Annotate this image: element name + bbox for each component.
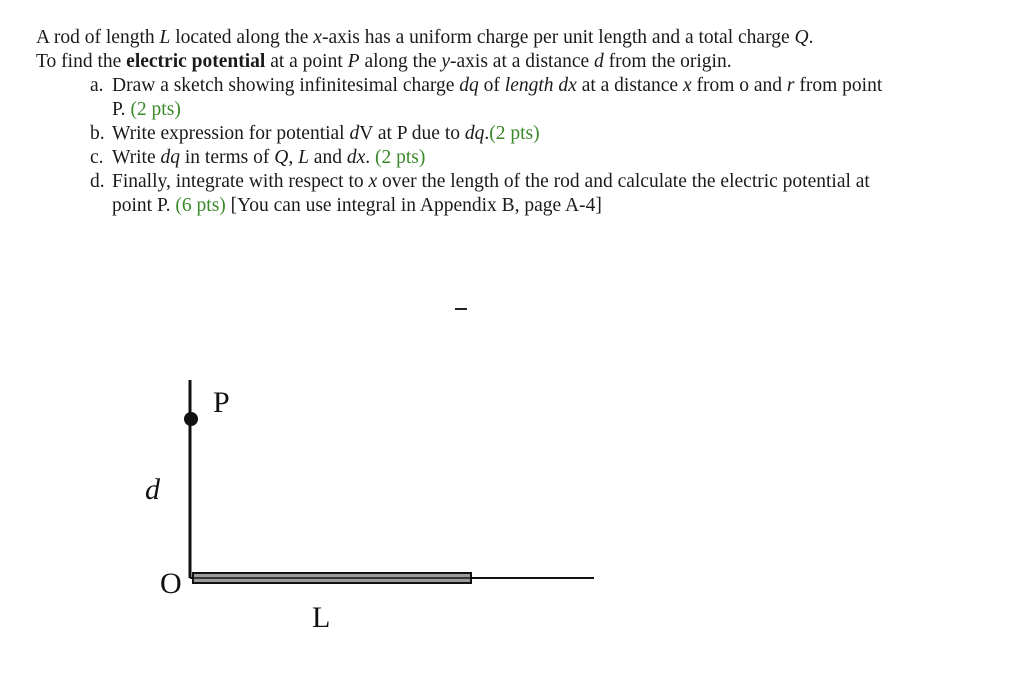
part-d-text-d: [You can use integral in Appendix B, page A-4]: [225, 195, 602, 216]
var-dV-d: d: [349, 123, 360, 144]
intro1-text-b: located along the: [170, 27, 314, 48]
part-b-text-b: at P due to: [372, 123, 465, 144]
var-dq: dq: [464, 123, 485, 144]
label-L: L: [312, 601, 331, 634]
intro1-text-c: -axis has a uniform charge per unit length and a total charge: [321, 27, 795, 48]
part-d-text-a: Finally, integrate with respect to: [112, 171, 369, 192]
part-a-text-e: from point: [794, 75, 883, 96]
var-P: P: [347, 51, 360, 72]
part-b-text-c: .: [484, 123, 490, 144]
intro2-text-e: from the origin.: [603, 51, 732, 72]
part-c-text-b: in terms of: [179, 147, 275, 168]
label-O: O: [160, 567, 182, 600]
intro2-text-a: To find the: [36, 51, 127, 72]
part-a-text-d: from o and: [691, 75, 787, 96]
label-P: P: [213, 386, 230, 419]
part-c-points: (2 pts): [374, 147, 426, 168]
intro2-text-b: at a point: [265, 51, 348, 72]
part-d-text-c: point P.: [112, 195, 176, 216]
var-length-dx: length dx: [504, 75, 577, 96]
var-x: x: [368, 171, 378, 192]
var-d: d: [594, 51, 604, 72]
var-dq: dq: [160, 147, 180, 168]
var-x: x: [682, 75, 692, 96]
intro2-text-c: along the: [359, 51, 442, 72]
var-dV-V: V: [359, 123, 373, 144]
part-b-points: (2 pts): [489, 123, 540, 144]
var-dx: dx: [346, 147, 366, 168]
part-a-text-a: Draw a sketch showing infinitesimal charge: [112, 75, 460, 96]
var-L: L: [298, 147, 309, 168]
var-r: r: [786, 75, 795, 96]
part-d-text-b: over the length of the rod and calculate the electric potential at: [377, 171, 870, 192]
part-a-text-c: at a distance: [576, 75, 683, 96]
var-y: y: [441, 51, 451, 72]
part-c-text-d: and: [308, 147, 347, 168]
part-a-text-f: P.: [112, 99, 131, 120]
var-L: L: [159, 27, 171, 48]
bold-electric-potential: electric potential: [126, 51, 266, 72]
part-c-text-a: Write: [112, 147, 161, 168]
label-d: d: [145, 473, 160, 506]
intro1-text-d: .: [808, 27, 814, 48]
part-d-label: d.: [90, 171, 105, 192]
part-a-label: a.: [90, 75, 104, 96]
part-c-label: c.: [90, 147, 104, 168]
var-Q: Q: [274, 147, 289, 168]
intro2-text-d: -axis at a distance: [450, 51, 595, 72]
var-x: x: [313, 27, 322, 48]
part-b-text-a: Write expression for potential: [112, 123, 350, 144]
point-P-dot: [184, 412, 198, 426]
intro1-text-a: A rod of length: [36, 27, 160, 48]
var-Q: Q: [794, 27, 809, 48]
part-d-points: (6 pts): [175, 195, 226, 216]
part-b-label: b.: [90, 123, 105, 144]
part-a-text-b: of: [478, 75, 505, 96]
part-c-text-e: .: [365, 147, 375, 168]
part-a-points: (2 pts): [130, 99, 181, 120]
part-c-text-c: ,: [288, 147, 299, 168]
var-dq: dq: [459, 75, 479, 96]
